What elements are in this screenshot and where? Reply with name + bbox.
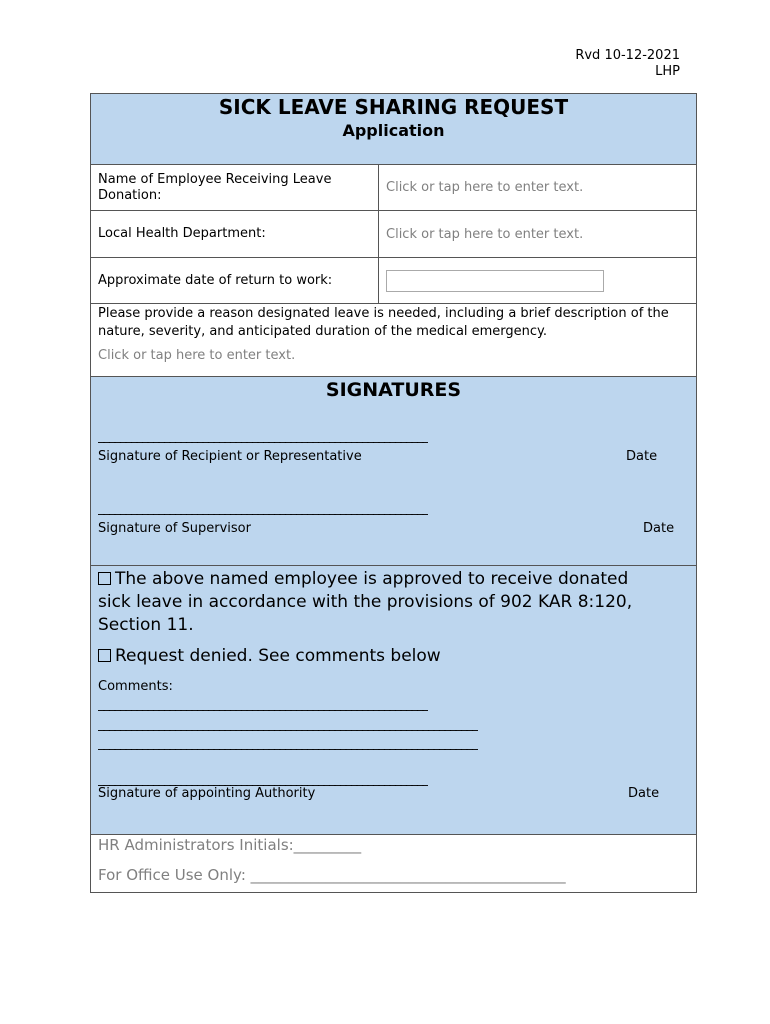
- reason-input[interactable]: Click or tap here to enter text.: [98, 348, 296, 363]
- recipient-signature-line: ____________________________________________________________: [98, 429, 428, 444]
- office-use-field[interactable]: For Office Use Only: __________________________________________: [98, 866, 566, 884]
- approved-option: [98, 568, 656, 637]
- denied-text: Request denied. See comments below: [115, 646, 441, 666]
- supervisor-date-label: Date: [643, 521, 675, 536]
- signatures-heading: SIGNATURES: [325, 379, 462, 401]
- comments-label: Comments:: [98, 679, 173, 694]
- recipient-signature-label: Signature of Recipient or Representative: [98, 449, 362, 464]
- denied-checkbox[interactable]: [98, 649, 111, 662]
- health-department-input[interactable]: Click or tap here to enter text.: [386, 226, 584, 242]
- reason-prompt: Please provide a reason designated leave is needed, including a brief description of the nature, severity, and anticipated duration of the medical emergency.: [98, 306, 669, 339]
- hr-initials-field[interactable]: HR Administrators Initials:_________: [98, 836, 362, 854]
- approved-checkbox[interactable]: [98, 572, 111, 585]
- hr-section: [91, 835, 696, 892]
- return-date-label: Approximate date of return to work:: [91, 258, 379, 303]
- authority-date-label: Date: [628, 786, 660, 801]
- return-date-row: [91, 258, 696, 304]
- health-department-label: Local Health Department:: [91, 211, 379, 257]
- sick-leave-form: [90, 93, 697, 893]
- comment-line-1[interactable]: ____________________________________________________________: [98, 697, 428, 712]
- revision-code: LHP: [655, 64, 680, 79]
- revision-note: [575, 48, 680, 80]
- health-department-row: [91, 211, 696, 258]
- reason-section: [91, 304, 696, 377]
- comment-line-2[interactable]: _____________________________________________________________________: [98, 717, 478, 732]
- authority-signature-label: Signature of appointing Authority: [98, 786, 316, 801]
- supervisor-signature-line: ____________________________________________________________: [98, 501, 428, 516]
- form-title: SICK LEAVE SHARING REQUEST: [218, 95, 569, 119]
- employee-name-label: Name of Employee Receiving Leave Donation:: [91, 165, 379, 210]
- approval-section: [91, 566, 696, 835]
- employee-name-row: [91, 165, 696, 211]
- return-date-picker[interactable]: [386, 270, 604, 292]
- return-date-cell: [379, 258, 696, 303]
- comment-line-3[interactable]: _____________________________________________________________________: [98, 736, 478, 751]
- recipient-date-label: Date: [626, 449, 658, 464]
- signatures-section: [91, 377, 696, 566]
- form-subtitle: Application: [342, 121, 445, 140]
- approved-text: The above named employee is approved to receive donated sick leave in accordance with the provisions of 902 KAR 8:120, Section 11.: [98, 569, 633, 635]
- employee-name-input[interactable]: Click or tap here to enter text.: [386, 180, 584, 195]
- form-title-section: [91, 94, 696, 165]
- denied-option: [98, 645, 656, 668]
- authority-signature-line: ____________________________________________________________: [98, 772, 428, 787]
- revision-date: Rvd 10-12-2021: [575, 48, 680, 63]
- supervisor-signature-label: Signature of Supervisor: [98, 521, 251, 536]
